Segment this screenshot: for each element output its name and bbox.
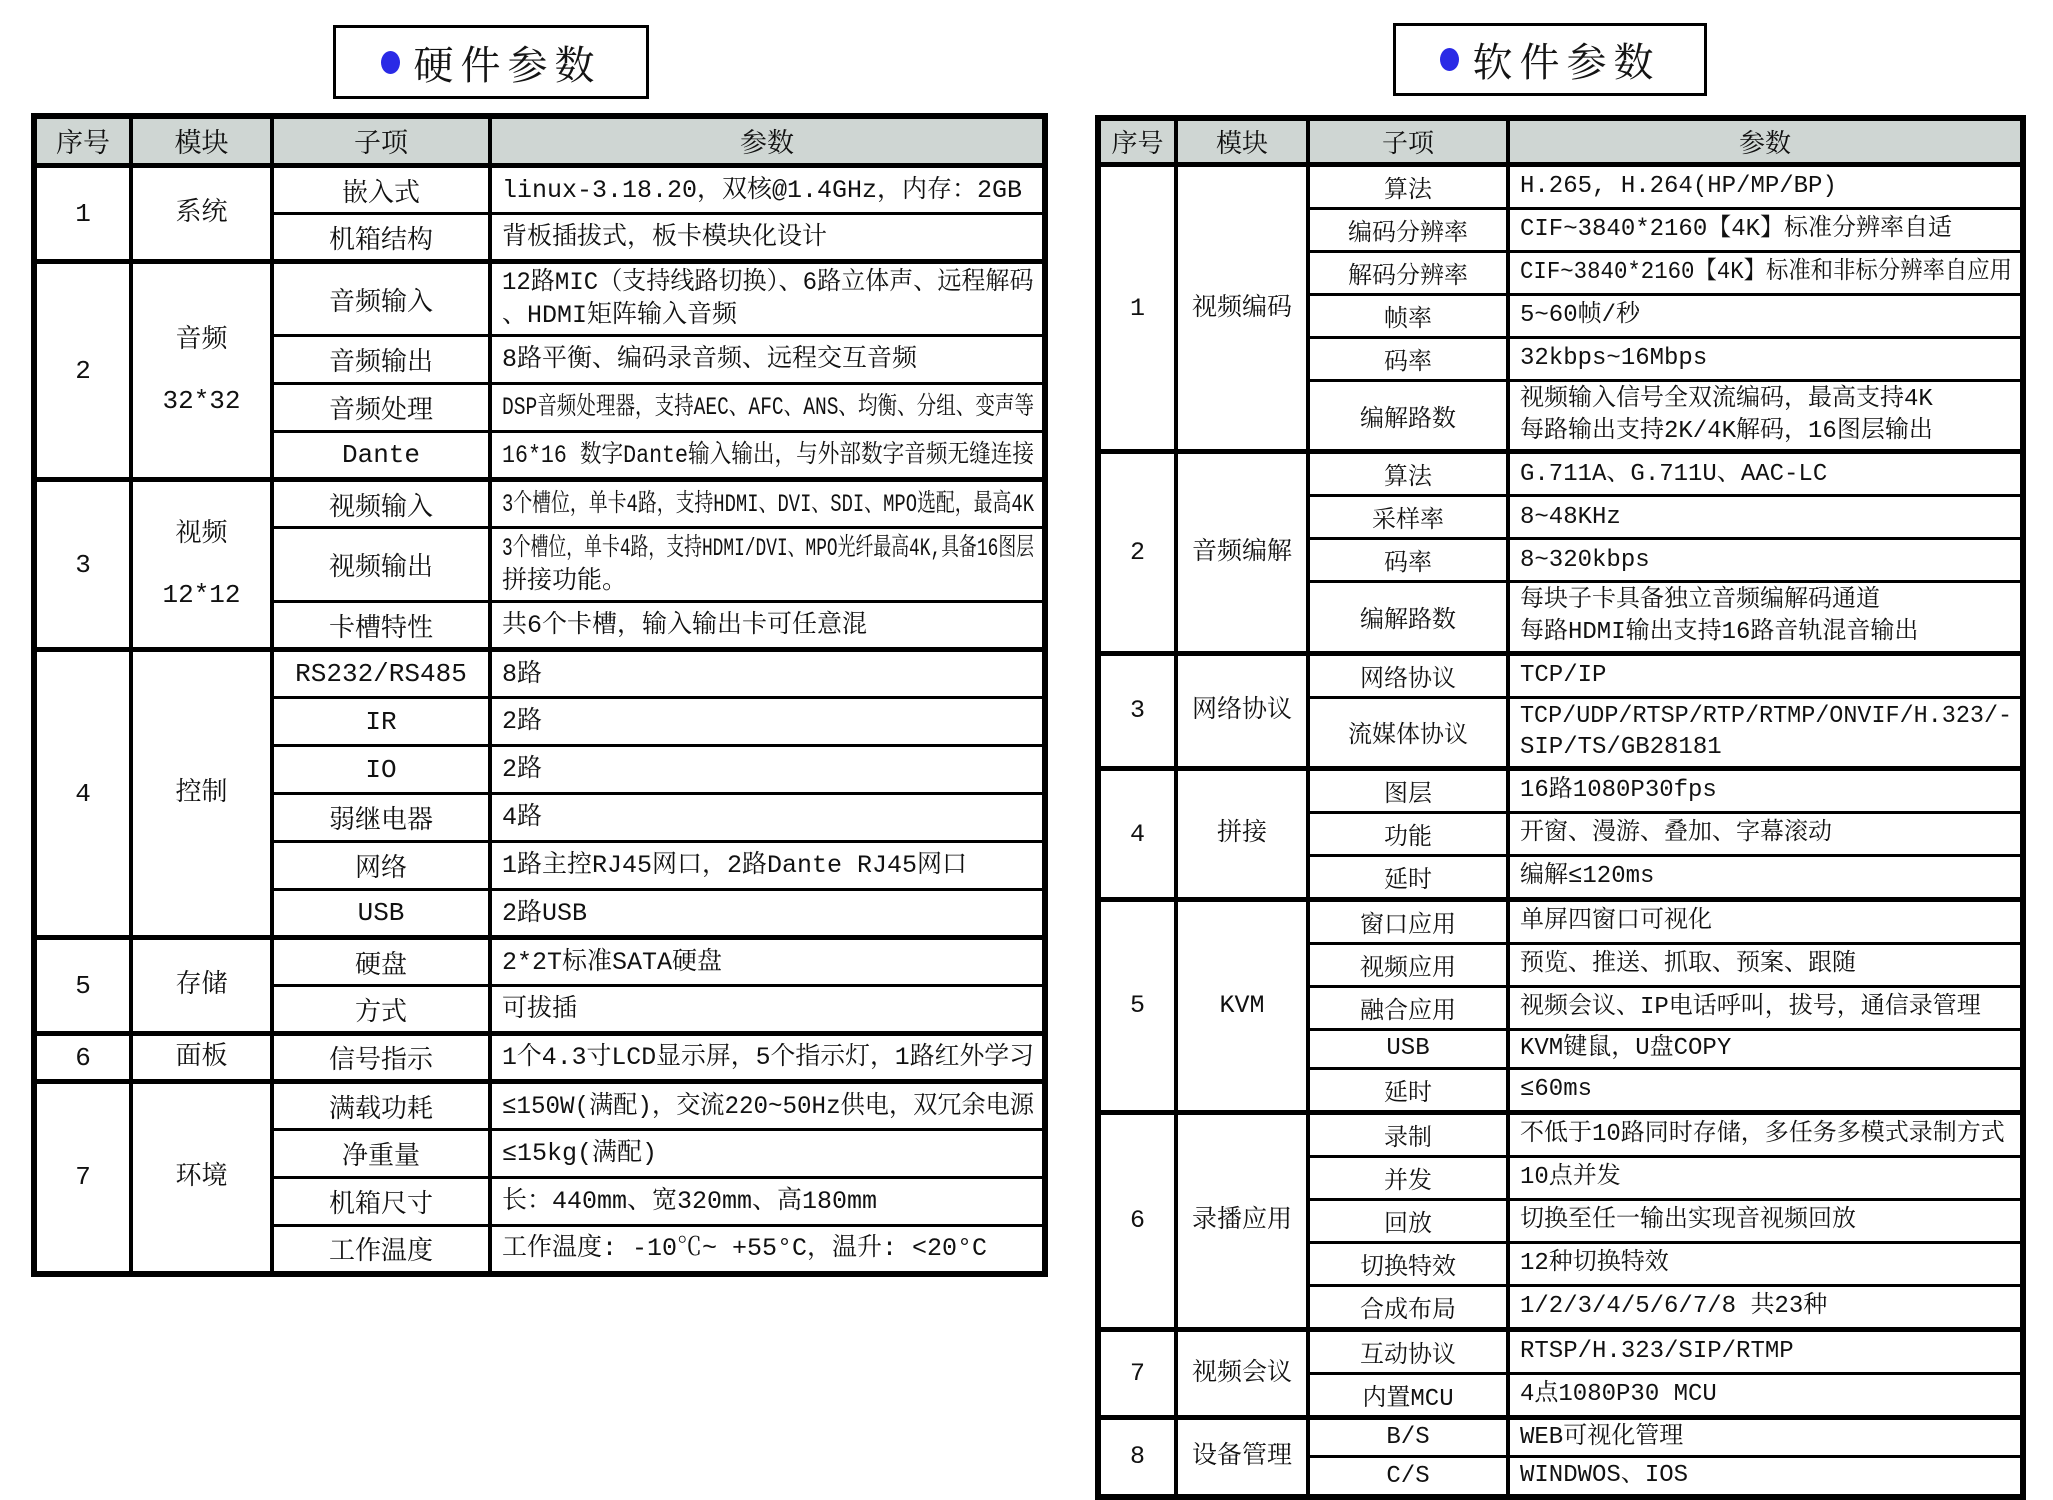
row-number-cell: 3 bbox=[34, 480, 131, 650]
subitem-cell: 录制 bbox=[1308, 1112, 1508, 1156]
table-row bbox=[1098, 900, 2023, 944]
subitem-cell: 音频输出 bbox=[272, 336, 490, 384]
param-line: 背板插拔式，板卡模块化设计 bbox=[502, 222, 828, 252]
param-cell bbox=[1508, 856, 2023, 900]
module-line: 视频 bbox=[175, 519, 228, 549]
hardware-spec-table bbox=[31, 113, 1048, 1277]
param-cell bbox=[1508, 900, 2023, 944]
row-number-cell: 1 bbox=[34, 166, 131, 262]
param-line: SIP/TS/GB28181 bbox=[1520, 734, 1722, 762]
param-line: ≤15kg(满配) bbox=[502, 1139, 658, 1168]
module-line: 控制 bbox=[175, 778, 228, 809]
subitem-cell: 机箱尺寸 bbox=[272, 1178, 490, 1226]
param-line: TCP/IP bbox=[1520, 661, 1607, 689]
subitem-cell: 窗口应用 bbox=[1308, 900, 1508, 944]
subitem-cell: 机箱结构 bbox=[272, 214, 490, 262]
module-cell bbox=[1176, 165, 1308, 452]
param-line: KVM键鼠，U盘COPY bbox=[1520, 1035, 1732, 1063]
param-cell bbox=[1508, 209, 2023, 252]
param-cell bbox=[1508, 769, 2023, 813]
param-cell bbox=[1508, 452, 2023, 496]
module-line: 面板 bbox=[175, 1042, 228, 1073]
param-cell bbox=[490, 650, 1045, 698]
subitem-cell: 净重量 bbox=[272, 1130, 490, 1178]
table-row bbox=[1098, 1417, 2023, 1457]
param-cell bbox=[490, 1082, 1045, 1130]
row-number-cell: 6 bbox=[1098, 1112, 1176, 1329]
param-cell bbox=[1508, 987, 2023, 1030]
param-cell bbox=[1508, 165, 2023, 209]
module-cell bbox=[131, 1082, 272, 1274]
param-line: 工作温度: -10℃~ +55°C，温升: <20°C bbox=[502, 1234, 988, 1264]
subitem-cell: USB bbox=[272, 890, 490, 938]
module-line: 音频编解 bbox=[1191, 537, 1292, 567]
column-header: 子项 bbox=[1308, 118, 1508, 165]
param-cell bbox=[490, 842, 1045, 890]
param-cell bbox=[490, 698, 1045, 746]
param-line: 每块子卡具备独立音频编解码通道 bbox=[1520, 587, 1880, 615]
param-cell bbox=[490, 1226, 1045, 1274]
subitem-cell: 并发 bbox=[1308, 1156, 1508, 1199]
module-cell bbox=[131, 938, 272, 1034]
subitem-cell: 编解路数 bbox=[1308, 582, 1508, 653]
subitem-cell: 卡槽特性 bbox=[272, 602, 490, 650]
param-line: 1个4.3寸LCD显示屏，5个指示灯，1路红外学习 bbox=[502, 1043, 1035, 1072]
param-cell bbox=[490, 432, 1045, 480]
module-cell bbox=[1176, 1329, 1308, 1417]
param-line: 、HDMI矩阵输入音频 bbox=[502, 301, 738, 330]
param-line: 12种切换特效 bbox=[1520, 1249, 1669, 1277]
param-cell bbox=[490, 602, 1045, 650]
param-cell bbox=[490, 166, 1045, 214]
row-number-cell: 1 bbox=[1098, 165, 1176, 452]
param-cell bbox=[1508, 295, 2023, 338]
module-line: 音频 bbox=[175, 325, 228, 355]
subitem-cell: 解码分辨率 bbox=[1308, 252, 1508, 295]
table-row bbox=[34, 1082, 1045, 1130]
module-line: 环境 bbox=[175, 1162, 228, 1192]
param-line: 8~48KHz bbox=[1520, 503, 1621, 531]
param-cell bbox=[1508, 1242, 2023, 1285]
column-header: 参数 bbox=[490, 116, 1045, 166]
subitem-cell: C/S bbox=[1308, 1457, 1508, 1497]
param-cell bbox=[1508, 1068, 2023, 1112]
subitem-cell: 视频输出 bbox=[272, 528, 490, 602]
param-line: 每路输出支持2K/4K解码，16图层输出 bbox=[1520, 417, 1933, 445]
subitem-cell: 图层 bbox=[1308, 769, 1508, 813]
subitem-cell: B/S bbox=[1308, 1417, 1508, 1457]
param-cell bbox=[1508, 1457, 2023, 1497]
param-line: 16*16 数字Dante输入输出，与外部数字音频无缝连接 bbox=[502, 440, 1035, 470]
param-cell bbox=[1508, 539, 2023, 582]
module-line: KVM bbox=[1219, 991, 1265, 1021]
param-line: ≤60ms bbox=[1520, 1075, 1593, 1103]
param-line: 长：440mm、宽320mm、高180mm bbox=[502, 1187, 878, 1216]
param-cell bbox=[1508, 582, 2023, 653]
param-line: 2路USB bbox=[502, 898, 588, 928]
table-row bbox=[34, 166, 1045, 214]
subitem-cell: 工作温度 bbox=[272, 1226, 490, 1274]
module-cell bbox=[131, 1034, 272, 1082]
column-header: 子项 bbox=[272, 116, 490, 166]
header-row bbox=[1098, 118, 2023, 165]
module-line: 视频编码 bbox=[1191, 293, 1292, 323]
param-cell bbox=[490, 262, 1045, 336]
param-line: G.711A、G.711U、AAC-LC bbox=[1520, 460, 1828, 488]
table-row bbox=[34, 262, 1045, 336]
table-row bbox=[34, 1034, 1045, 1082]
subitem-cell: 编解路数 bbox=[1308, 381, 1508, 452]
subitem-cell: 音频输入 bbox=[272, 262, 490, 336]
param-cell bbox=[490, 986, 1045, 1034]
param-line: 视频会议、IP电话呼叫，拔号，通信录管理 bbox=[1520, 994, 1981, 1022]
param-cell bbox=[1508, 1417, 2023, 1457]
param-line: RTSP/H.323/SIP/RTMP bbox=[1520, 1337, 1794, 1365]
param-line: 2*2T标准SATA硬盘 bbox=[502, 947, 723, 977]
subitem-cell: 方式 bbox=[272, 986, 490, 1034]
param-line: ≤150W(满配)，交流220~50Hz供电，双冗余电源 bbox=[502, 1091, 1035, 1121]
param-line: 32kbps~16Mbps bbox=[1520, 345, 1708, 373]
param-cell bbox=[490, 1034, 1045, 1082]
subitem-cell: 帧率 bbox=[1308, 295, 1508, 338]
row-number-cell: 8 bbox=[1098, 1417, 1176, 1497]
param-cell bbox=[1508, 496, 2023, 539]
param-line: 拼接功能。 bbox=[502, 566, 628, 596]
table-row bbox=[1098, 165, 2023, 209]
subitem-cell: IR bbox=[272, 698, 490, 746]
param-cell bbox=[490, 1130, 1045, 1178]
table-row bbox=[34, 480, 1045, 528]
module-cell bbox=[131, 650, 272, 938]
subitem-cell: 视频应用 bbox=[1308, 944, 1508, 987]
table-row bbox=[34, 650, 1045, 698]
param-line: 编解≤120ms bbox=[1520, 863, 1655, 891]
param-line: 4点1080P30 MCU bbox=[1520, 1380, 1717, 1408]
bullet-icon bbox=[1440, 48, 1459, 71]
subitem-cell: 互动协议 bbox=[1308, 1329, 1508, 1373]
row-number-cell: 6 bbox=[34, 1034, 131, 1082]
subitem-cell: 嵌入式 bbox=[272, 166, 490, 214]
param-cell bbox=[1508, 252, 2023, 295]
param-line: 1路主控RJ45网口，2路Dante RJ45网口 bbox=[502, 851, 968, 880]
module-line: 设备管理 bbox=[1191, 1442, 1292, 1472]
module-line: 网络协议 bbox=[1191, 696, 1292, 726]
param-line: 3个槽位，单卡4路，支持HDMI、DVI、SDI、MPO选配，最高4K bbox=[502, 489, 1035, 519]
row-number-cell: 4 bbox=[1098, 769, 1176, 900]
param-line: 视频输入信号全双流编码，最高支持4K bbox=[1520, 386, 1933, 413]
subitem-cell: 视频输入 bbox=[272, 480, 490, 528]
module-cell bbox=[1176, 900, 1308, 1113]
param-line: 预览、推送、抓取、预案、跟随 bbox=[1520, 951, 1856, 979]
param-cell bbox=[490, 528, 1045, 602]
param-line: 2路 bbox=[502, 707, 543, 736]
param-line: 16路1080P30fps bbox=[1520, 777, 1717, 805]
param-line: 不低于10路同时存储，多任务多模式录制方式 bbox=[1520, 1120, 2005, 1148]
software-params-title-box bbox=[1393, 23, 1707, 96]
param-line: CIF~3840*2160【4K】标准和非标分辨率自应用 bbox=[1520, 259, 2013, 287]
column-header: 模块 bbox=[131, 116, 272, 166]
software-params-title: 软件参数 bbox=[1472, 40, 1661, 85]
param-line: 8路 bbox=[502, 659, 543, 689]
subitem-cell: 采样率 bbox=[1308, 496, 1508, 539]
column-header: 模块 bbox=[1176, 118, 1308, 165]
subitem-cell: 网络协议 bbox=[1308, 653, 1508, 697]
param-line: linux-3.18.20，双核@1.4GHz，内存：2GB bbox=[502, 175, 1023, 205]
column-header: 序号 bbox=[34, 116, 131, 166]
subitem-cell: 延时 bbox=[1308, 856, 1508, 900]
param-line: 5~60帧/秒 bbox=[1520, 302, 1641, 330]
module-line: 拼接 bbox=[1216, 819, 1267, 849]
module-cell bbox=[1176, 653, 1308, 768]
param-line: 单屏四窗口可视化 bbox=[1520, 908, 1712, 936]
param-line: 12路MIC（支持线路切换）、6路立体声、远程解码 bbox=[502, 268, 1034, 297]
param-line: WEB可视化管理 bbox=[1520, 1423, 1684, 1451]
module-cell bbox=[1176, 1112, 1308, 1329]
subitem-cell: 音频处理 bbox=[272, 384, 490, 432]
subitem-cell: 算法 bbox=[1308, 452, 1508, 496]
param-line: DSP音频处理器，支持AEC、AFC、ANS、均衡、分组、变声等 bbox=[502, 393, 1035, 422]
subitem-cell: 延时 bbox=[1308, 1068, 1508, 1112]
param-cell bbox=[1508, 1199, 2023, 1242]
param-cell bbox=[490, 480, 1045, 528]
table-row bbox=[1098, 1329, 2023, 1373]
param-line: 开窗、漫游、叠加、字幕滚动 bbox=[1520, 820, 1832, 848]
subitem-cell: 编码分辨率 bbox=[1308, 209, 1508, 252]
param-cell bbox=[490, 938, 1045, 986]
column-header: 序号 bbox=[1098, 118, 1176, 165]
subitem-cell: 码率 bbox=[1308, 338, 1508, 381]
subitem-cell: 算法 bbox=[1308, 165, 1508, 209]
param-cell bbox=[1508, 1373, 2023, 1417]
row-number-cell: 7 bbox=[34, 1082, 131, 1274]
table-row bbox=[34, 938, 1045, 986]
param-line: CIF~3840*2160【4K】标准分辨率自适 bbox=[1520, 216, 1953, 244]
param-cell bbox=[490, 794, 1045, 842]
row-number-cell: 4 bbox=[34, 650, 131, 938]
subitem-cell: 融合应用 bbox=[1308, 987, 1508, 1030]
subitem-cell: 网络 bbox=[272, 842, 490, 890]
module-line: 12*12 bbox=[162, 579, 241, 610]
param-cell bbox=[1508, 1156, 2023, 1199]
param-cell bbox=[490, 336, 1045, 384]
header-row bbox=[34, 116, 1045, 166]
hardware-params-title-box bbox=[333, 25, 649, 99]
param-line: 切换至任一输出实现音视频回放 bbox=[1520, 1206, 1856, 1234]
param-cell bbox=[1508, 944, 2023, 987]
param-cell bbox=[1508, 813, 2023, 856]
subitem-cell: RS232/RS485 bbox=[272, 650, 490, 698]
subitem-cell: 弱继电器 bbox=[272, 794, 490, 842]
param-cell bbox=[490, 746, 1045, 794]
table-row bbox=[1098, 1112, 2023, 1156]
param-cell bbox=[1508, 653, 2023, 697]
param-line: WINDWOS、IOS bbox=[1520, 1462, 1689, 1490]
module-cell bbox=[131, 262, 272, 480]
param-cell bbox=[1508, 1112, 2023, 1156]
table-row bbox=[1098, 653, 2023, 697]
module-cell bbox=[131, 166, 272, 262]
module-cell bbox=[1176, 769, 1308, 900]
subitem-cell: 硬盘 bbox=[272, 938, 490, 986]
param-line: 1/2/3/4/5/6/7/8 共23种 bbox=[1520, 1292, 1828, 1320]
param-line: 可拔插 bbox=[502, 994, 578, 1024]
subitem-cell: Dante bbox=[272, 432, 490, 480]
param-cell bbox=[490, 890, 1045, 938]
param-line: H.265, H.264(HP/MP/BP) bbox=[1520, 173, 1837, 201]
subitem-cell: 流媒体协议 bbox=[1308, 697, 1508, 768]
param-cell bbox=[1508, 1030, 2023, 1069]
row-number-cell: 3 bbox=[1098, 653, 1176, 768]
subitem-cell: 满载功耗 bbox=[272, 1082, 490, 1130]
subitem-cell: 内置MCU bbox=[1308, 1373, 1508, 1417]
module-line: 视频会议 bbox=[1191, 1358, 1292, 1388]
param-line: 8~320kbps bbox=[1520, 546, 1650, 574]
table-row bbox=[1098, 769, 2023, 813]
software-spec-table bbox=[1095, 115, 2026, 1500]
module-cell bbox=[131, 480, 272, 650]
param-cell bbox=[1508, 338, 2023, 381]
param-line: 10点并发 bbox=[1520, 1163, 1621, 1191]
subitem-cell: 合成布局 bbox=[1308, 1285, 1508, 1329]
row-number-cell: 5 bbox=[1098, 900, 1176, 1113]
param-line: 共6个卡槽，输入输出卡可任意混 bbox=[502, 610, 868, 640]
subitem-cell: 码率 bbox=[1308, 539, 1508, 582]
param-line: 2路 bbox=[502, 755, 543, 784]
row-number-cell: 7 bbox=[1098, 1329, 1176, 1417]
param-line: TCP/UDP/RTSP/RTP/RTMP/ONVIF/H.323/- bbox=[1520, 702, 2013, 730]
subitem-cell: 信号指示 bbox=[272, 1034, 490, 1082]
subitem-cell: USB bbox=[1308, 1030, 1508, 1069]
param-line: 8路平衡、编码录音频、远程交互音频 bbox=[502, 345, 918, 374]
param-cell bbox=[490, 1178, 1045, 1226]
param-line: 3个槽位，单卡4路，支持HDMI/DVI、MPO光纤最高4K,具备16图层 bbox=[502, 533, 1035, 563]
subitem-cell: 切换特效 bbox=[1308, 1242, 1508, 1285]
module-line: 系统 bbox=[175, 198, 228, 229]
module-cell bbox=[1176, 1417, 1308, 1497]
param-cell bbox=[1508, 1329, 2023, 1373]
row-number-cell: 5 bbox=[34, 938, 131, 1034]
column-header: 参数 bbox=[1508, 118, 2023, 165]
row-number-cell: 2 bbox=[1098, 452, 1176, 653]
param-cell bbox=[1508, 381, 2023, 452]
subitem-cell: 功能 bbox=[1308, 813, 1508, 856]
row-number-cell: 2 bbox=[34, 262, 131, 480]
subitem-cell: 回放 bbox=[1308, 1199, 1508, 1242]
param-cell bbox=[1508, 697, 2023, 768]
module-cell bbox=[1176, 452, 1308, 653]
module-line: 录播应用 bbox=[1191, 1206, 1292, 1236]
param-cell bbox=[490, 384, 1045, 432]
bullet-icon bbox=[381, 51, 400, 74]
hardware-params-title: 硬件参数 bbox=[413, 42, 602, 88]
table-row bbox=[1098, 452, 2023, 496]
module-line: 32*32 bbox=[162, 385, 241, 416]
param-cell bbox=[490, 214, 1045, 262]
param-line: 4路 bbox=[502, 803, 543, 832]
module-line: 存储 bbox=[175, 970, 228, 1001]
param-line: 每路HDMI输出支持16路音轨混音输出 bbox=[1520, 619, 1919, 647]
param-cell bbox=[1508, 1285, 2023, 1329]
subitem-cell: IO bbox=[272, 746, 490, 794]
